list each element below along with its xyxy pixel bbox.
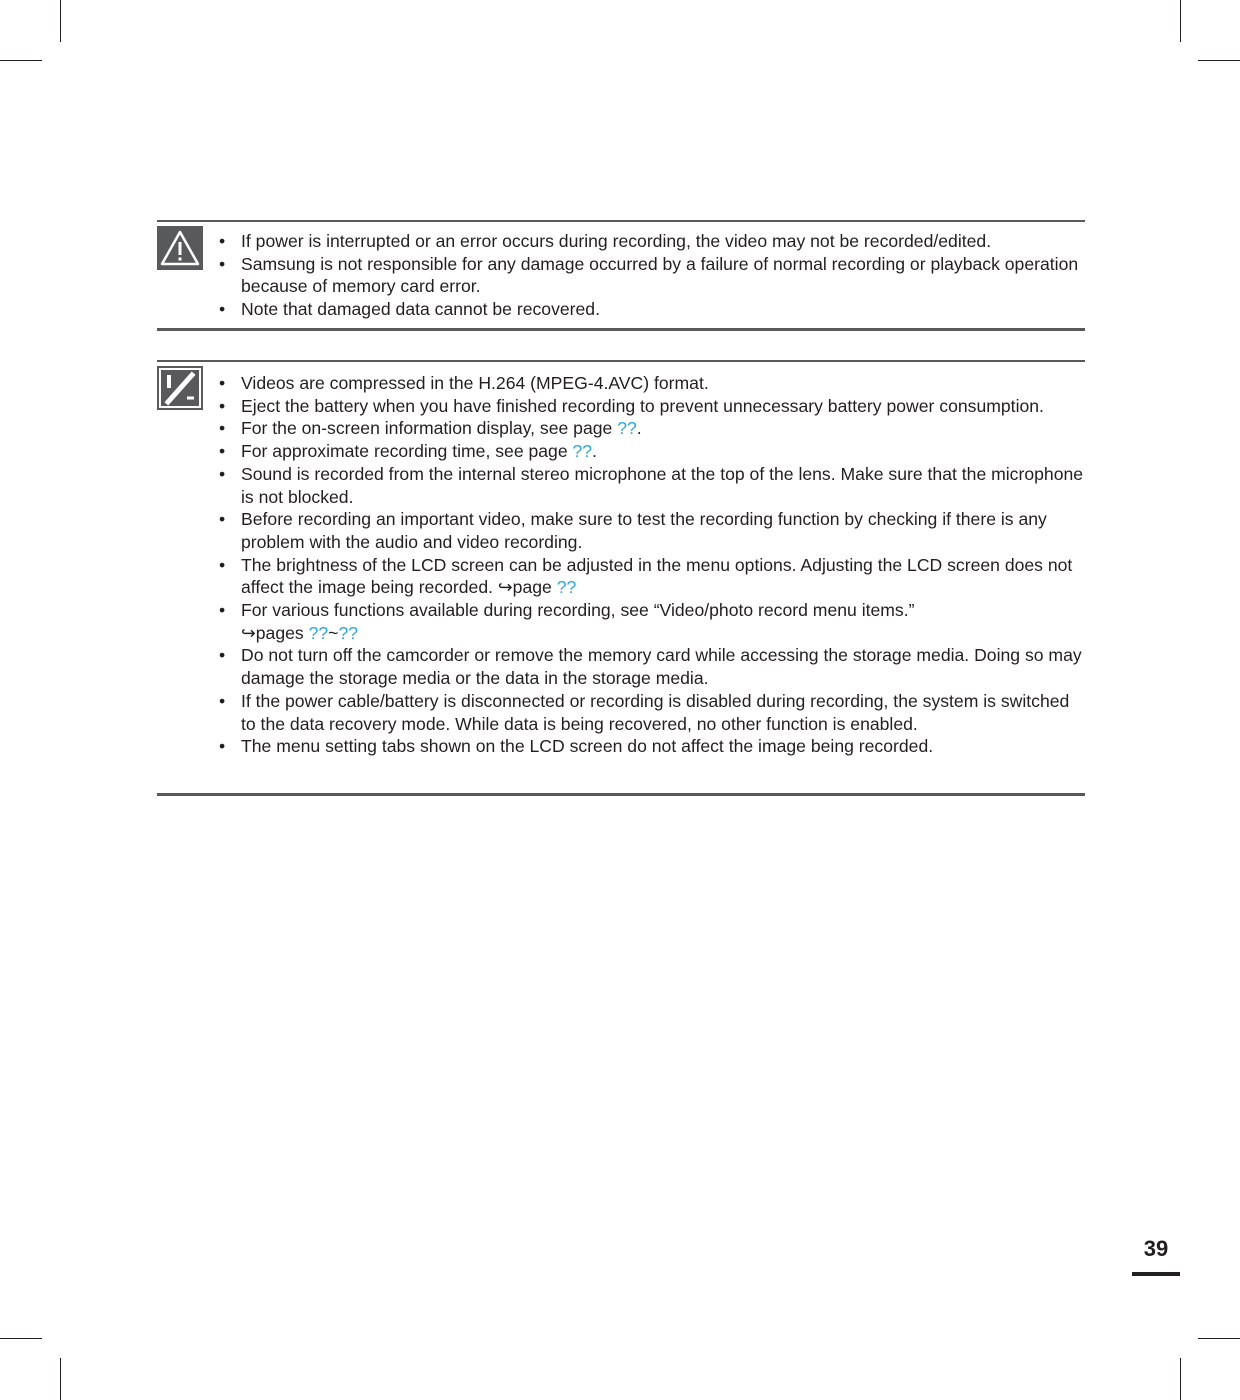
page-reference-link[interactable]: ?? — [572, 441, 593, 462]
item-text-after: . — [592, 441, 597, 462]
panel-top-rule — [157, 360, 1085, 362]
item-text-after: pages — [255, 622, 309, 643]
arrow-icon: ↪ — [241, 622, 256, 643]
panel-bottom-rule — [157, 328, 1085, 331]
crop-mark — [1180, 0, 1181, 42]
list-item: • Eject the battery when you have finished recording to prevent unnecessary battery power consumption. — [219, 395, 1085, 418]
crop-mark — [1198, 60, 1240, 61]
item-text: For various functions available during recording, see “Video/photo record menu items.” — [241, 600, 915, 621]
list-item: • The menu setting tabs shown on the LCD screen do not affect the image being recorded. — [219, 735, 1085, 758]
item-text: The brightness of the LCD screen can be adjusted in the menu options. Adjusting the LCD screen does not affect the image being recorded. — [241, 554, 1073, 598]
crop-mark — [0, 60, 42, 61]
list-item: • Sound is recorded from the internal stereo microphone at the top of the lens. Make sure that the microphone is not blocked. — [219, 463, 1085, 508]
panel-bottom-rule — [157, 793, 1085, 796]
crop-mark — [1198, 1338, 1240, 1339]
range-separator: ~ — [328, 622, 339, 643]
list-item: • Samsung is not responsible for any damage occurred by a failure of normal recording or playback operation because of memory card error. — [219, 253, 1085, 298]
caution-panel — [157, 220, 1085, 332]
crop-mark — [60, 0, 61, 42]
list-item: • Videos are compressed in the H.264 (MPEG-4.AVC) format. — [219, 372, 1085, 395]
panel-top-rule — [157, 220, 1085, 222]
page-reference-link[interactable]: ?? — [617, 418, 637, 439]
item-text-after: page — [512, 577, 557, 598]
crop-mark — [60, 1358, 61, 1400]
page-reference-link[interactable]: ?? — [556, 577, 577, 598]
notes-list — [219, 372, 1085, 758]
warning-icon — [157, 226, 203, 270]
page-number: 39 — [1143, 1236, 1169, 1261]
crop-mark — [0, 1338, 42, 1339]
arrow-icon: ↪ — [497, 577, 513, 598]
list-item: • Note that damaged data cannot be recovered. — [219, 298, 1085, 321]
list-item: • If power is interrupted or an error occurs during recording, the video may not be recorded/edited. — [219, 230, 1085, 253]
caution-list — [219, 230, 1085, 321]
crop-mark — [1180, 1358, 1181, 1400]
page-number-bar — [1132, 1272, 1180, 1276]
list-item: • If the power cable/battery is disconnected or recording is disabled during recording, the system is switched to the data recovery mode. While data is being recovered, no other function is enabled. — [219, 690, 1085, 735]
item-text-after: . — [636, 418, 642, 439]
list-item — [219, 599, 1085, 644]
list-item — [219, 440, 1085, 463]
list-item — [219, 417, 1085, 440]
item-text: For approximate recording time, see page — [241, 441, 573, 462]
note-icon — [157, 366, 203, 410]
item-text: For the on-screen information display, see page — [241, 418, 618, 439]
list-item: • Before recording an important video, make sure to test the recording function by checking if there is any problem with the audio and video recording. — [219, 508, 1085, 553]
page-reference-link[interactable]: ?? — [308, 622, 329, 643]
page-reference-link[interactable]: ?? — [338, 622, 359, 643]
notes-panel — [157, 360, 1085, 798]
list-item — [219, 554, 1085, 599]
list-item: • Do not turn off the camcorder or remove the memory card while accessing the storage media. Doing so may damage the storage media or the data in the storage media. — [219, 644, 1085, 689]
